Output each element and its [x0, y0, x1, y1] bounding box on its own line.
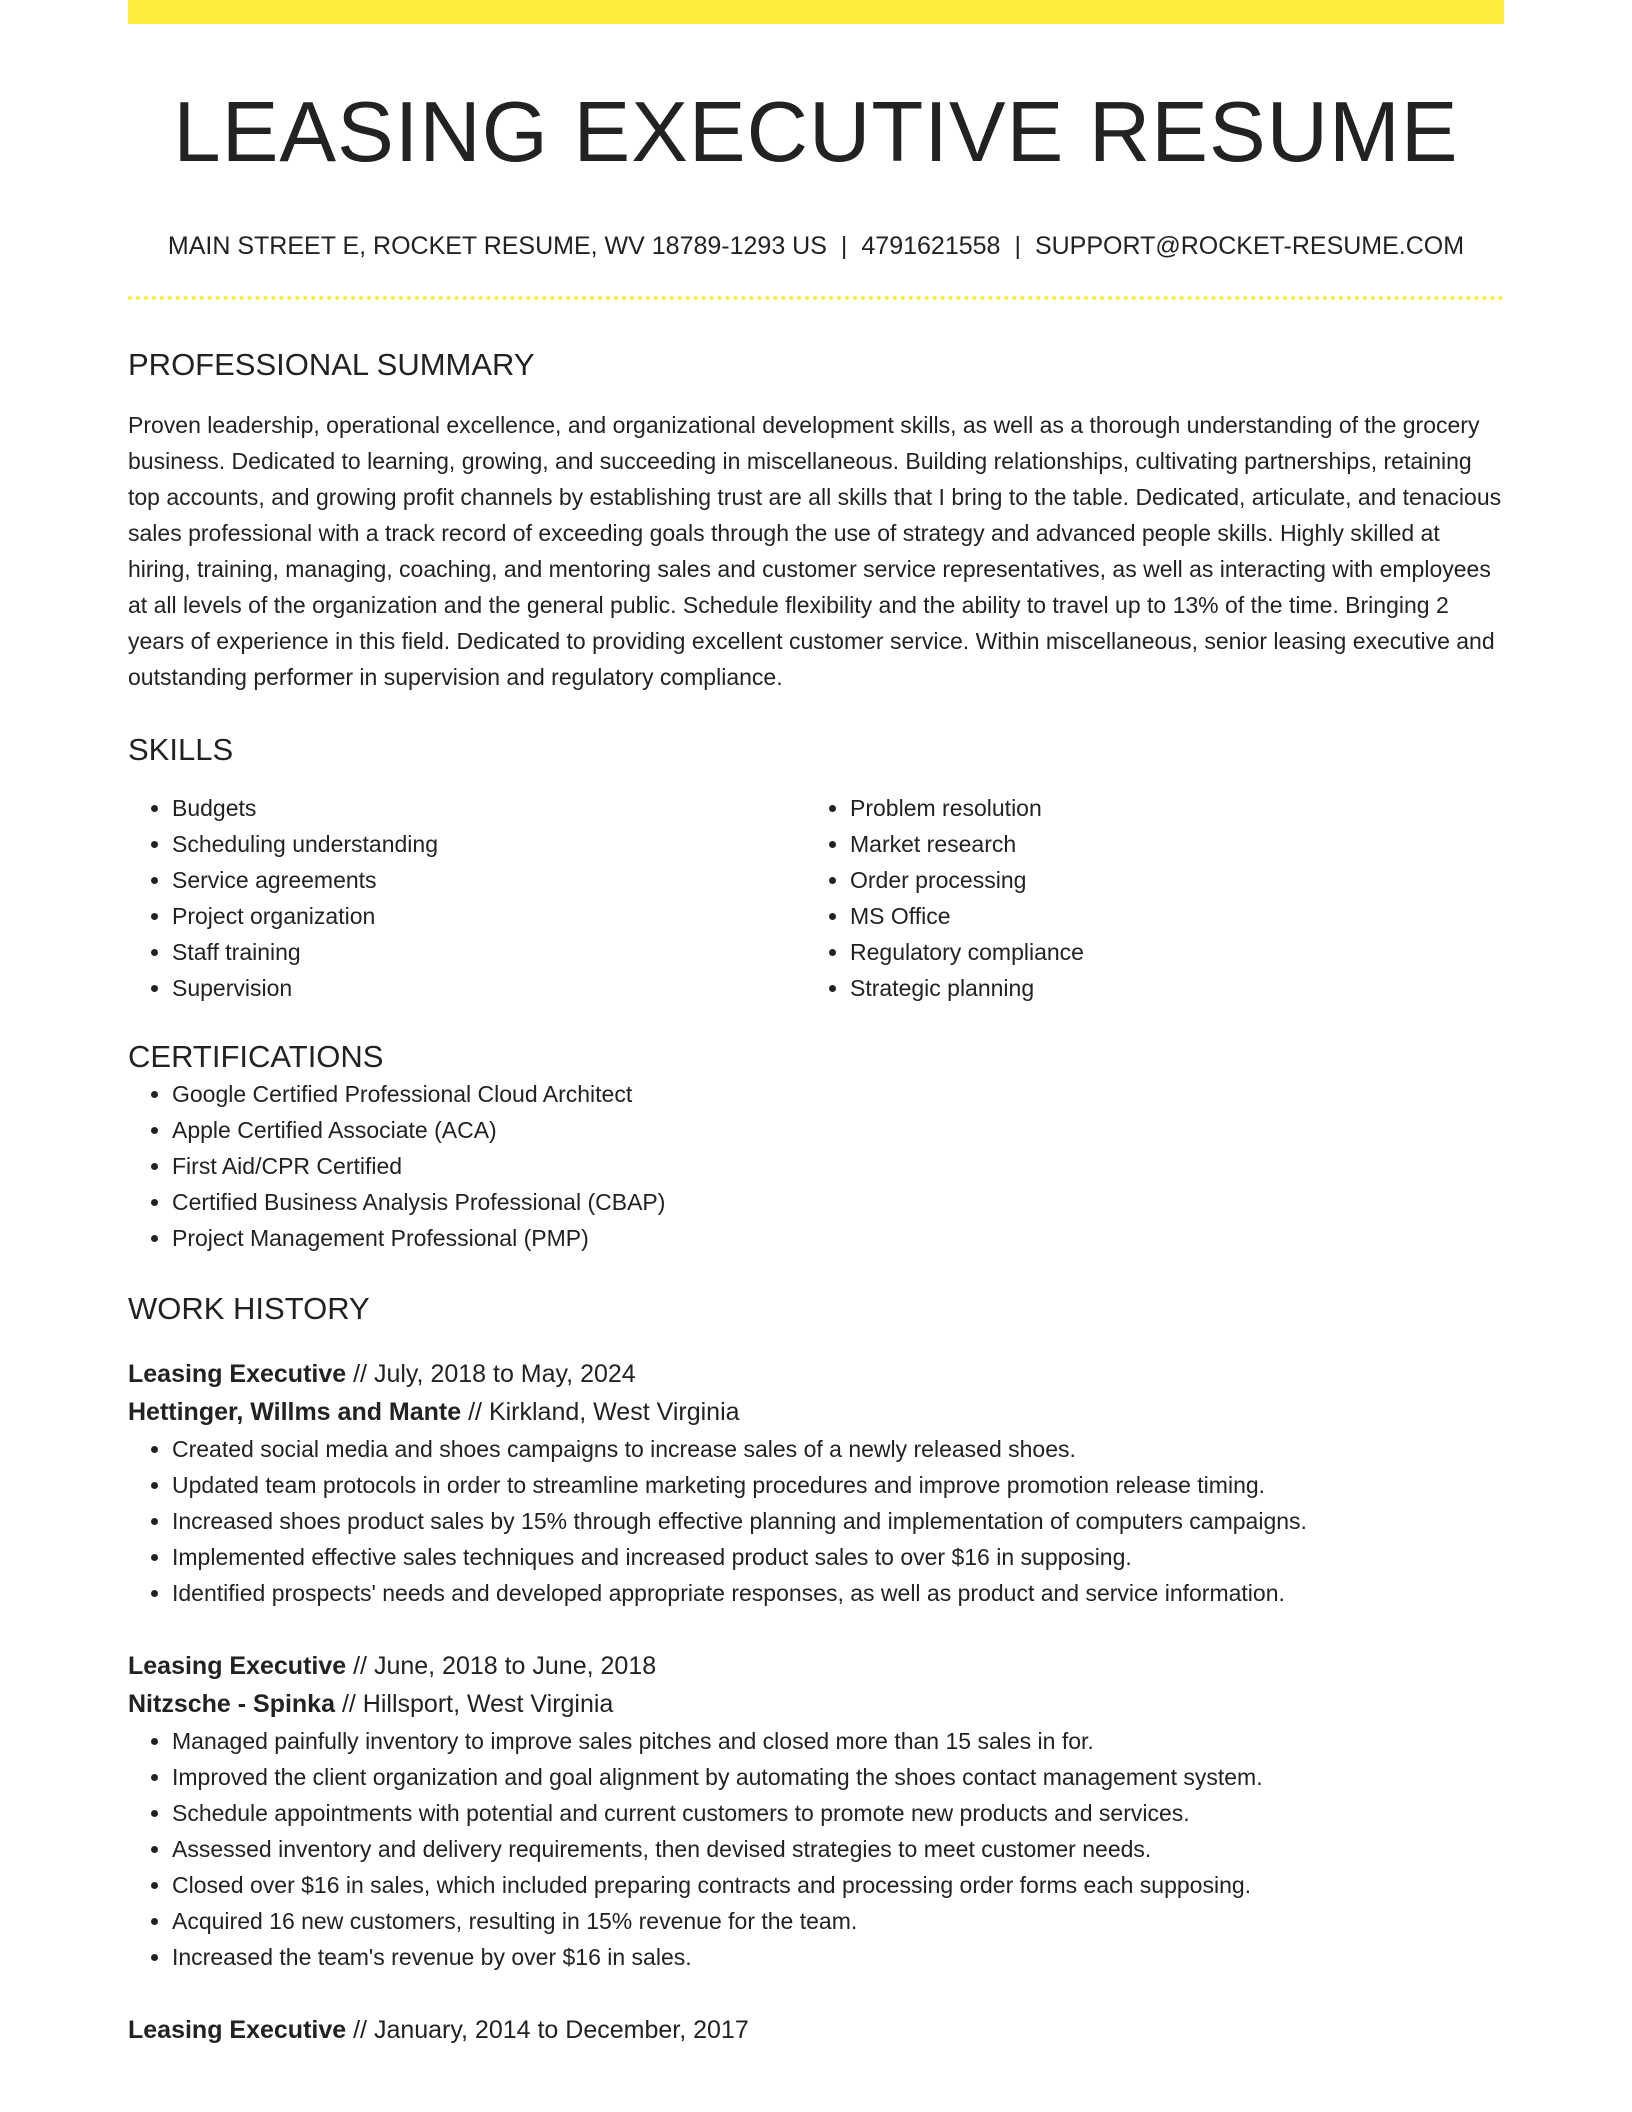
skills-grid — [128, 790, 1504, 1006]
job-entry — [128, 1647, 1504, 1975]
job-bullet: • Schedule appointments with potential and current customers to promote new products and services. — [172, 1795, 1504, 1831]
contact-address: MAIN STREET E, ROCKET RESUME, WV 18789-1293 US — [167, 231, 827, 260]
work-history-heading: WORK HISTORY — [128, 1290, 370, 1326]
job-entry — [128, 1355, 1504, 1611]
job-company-line — [128, 1393, 1504, 1431]
job-role: Leasing Executive — [128, 1359, 347, 1388]
skill-item: • Scheduling understanding — [172, 826, 806, 862]
summary-paragraph: Proven leadership, operational excellence, and organizational development skills, as well as a thorough understanding of the grocery business. Dedicated to learning, growing, and succeeding in miscellaneous. Building relationships, cultivating partnerships, retaining top accounts, and growing profit channels by establishing trust are all skills that I bring to the table. Dedicated, articulate, and tenacious sales professional with a track record of exceeding goals through the use of strategy and advanced people skills. Highly skilled at hiring, training, managing, coaching, and mentoring sales and customer service representatives, as well as interacting with employees at all levels of the organization and the general public. Schedule flexibility and the ability to travel up to 13% of the time. Bringing 2 years of experience in this field. Dedicated to providing excellent customer service. Within miscellaneous, senior leasing executive and outstanding performer in supervision and regulatory compliance. — [128, 412, 1502, 691]
job-role-line — [128, 1355, 1504, 1393]
skills-list-left — [128, 790, 806, 1006]
resume-page — [128, 0, 1504, 2049]
skills-list-right — [806, 790, 1484, 1006]
header-divider — [128, 296, 1504, 300]
job-role: Leasing Executive — [128, 1651, 347, 1680]
job-bullet: • Identified prospects' needs and developed appropriate responses, as well as product and service information. — [172, 1575, 1504, 1611]
job-entry — [128, 2011, 1504, 2049]
skill-item: • Service agreements — [172, 862, 806, 898]
summary-heading: PROFESSIONAL SUMMARY — [128, 347, 535, 382]
job-role-line — [128, 1647, 1504, 1685]
skill-item: • Budgets — [172, 790, 806, 826]
contact-email: SUPPORT@ROCKET-RESUME.COM — [1034, 231, 1465, 260]
job-dates: // January, 2014 to December, 2017 — [353, 2015, 749, 2044]
job-bullet: • Increased the team's revenue by over $16 in sales. — [172, 1939, 1504, 1975]
skill-item: • Regulatory compliance — [850, 934, 1484, 970]
job-bullet: • Managed painfully inventory to improve sales pitches and closed more than 15 sales in for. — [172, 1723, 1504, 1759]
skills-column-right — [806, 790, 1484, 1006]
skill-item: • Strategic planning — [850, 970, 1484, 1006]
top-accent-bar — [128, 0, 1504, 24]
resume-title: LEASING EXECUTIVE RESUME — [173, 85, 1459, 180]
contact-line — [128, 230, 1504, 263]
certification-item: • Apple Certified Associate (ACA) — [172, 1112, 1504, 1148]
job-bullet: • Assessed inventory and delivery requirements, then devised strategies to meet customer needs. — [172, 1831, 1504, 1867]
job-bullet: • Increased shoes product sales by 15% through effective planning and implementation of computers campaigns. — [172, 1503, 1504, 1539]
skill-item: • MS Office — [850, 898, 1484, 934]
job-bullet-list — [128, 1723, 1504, 1975]
certification-item: • Certified Business Analysis Professional (CBAP) — [172, 1184, 1504, 1220]
job-company: Nitzsche - Spinka — [128, 1689, 335, 1718]
job-location: // Kirkland, West Virginia — [468, 1397, 740, 1426]
certifications-list — [128, 1076, 1504, 1256]
job-dates: // June, 2018 to June, 2018 — [353, 1651, 657, 1680]
job-company-line — [128, 1685, 1504, 1723]
contact-phone: 4791621558 — [861, 231, 1001, 260]
certification-item: • Project Management Professional (PMP) — [172, 1220, 1504, 1256]
certification-item: • First Aid/CPR Certified — [172, 1148, 1504, 1184]
job-bullet: • Improved the client organization and goal alignment by automating the shoes contact management system. — [172, 1759, 1504, 1795]
job-bullet-list — [128, 1431, 1504, 1611]
job-location: // Hillsport, West Virginia — [341, 1689, 614, 1718]
job-bullet: • Created social media and shoes campaigns to increase sales of a newly released shoes. — [172, 1431, 1504, 1467]
job-dates: // July, 2018 to May, 2024 — [353, 1359, 636, 1388]
certifications-heading: CERTIFICATIONS — [128, 1039, 384, 1075]
skill-item: • Problem resolution — [850, 790, 1484, 826]
skill-item: • Supervision — [172, 970, 806, 1006]
job-bullet: • Acquired 16 new customers, resulting in 15% revenue for the team. — [172, 1903, 1504, 1939]
skills-heading: SKILLS — [128, 732, 234, 768]
job-company: Hettinger, Willms and Mante — [128, 1397, 462, 1426]
skill-item: • Project organization — [172, 898, 806, 934]
skill-item: • Staff training — [172, 934, 806, 970]
certification-item: • Google Certified Professional Cloud Architect — [172, 1076, 1504, 1112]
skill-item: • Order processing — [850, 862, 1484, 898]
skills-column-left — [128, 790, 806, 1006]
skill-item: • Market research — [850, 826, 1484, 862]
contact-separator: | — [1014, 231, 1021, 260]
job-bullet: • Implemented effective sales techniques and increased product sales to over $16 in supposing. — [172, 1539, 1504, 1575]
contact-separator: | — [840, 231, 848, 260]
job-bullet: • Updated team protocols in order to streamline marketing procedures and improve promotion release timing. — [172, 1467, 1504, 1503]
job-role-line — [128, 2011, 1504, 2049]
job-bullet: • Closed over $16 in sales, which included preparing contracts and processing order forms each supposing. — [172, 1867, 1504, 1903]
job-role: Leasing Executive — [128, 2015, 347, 2044]
